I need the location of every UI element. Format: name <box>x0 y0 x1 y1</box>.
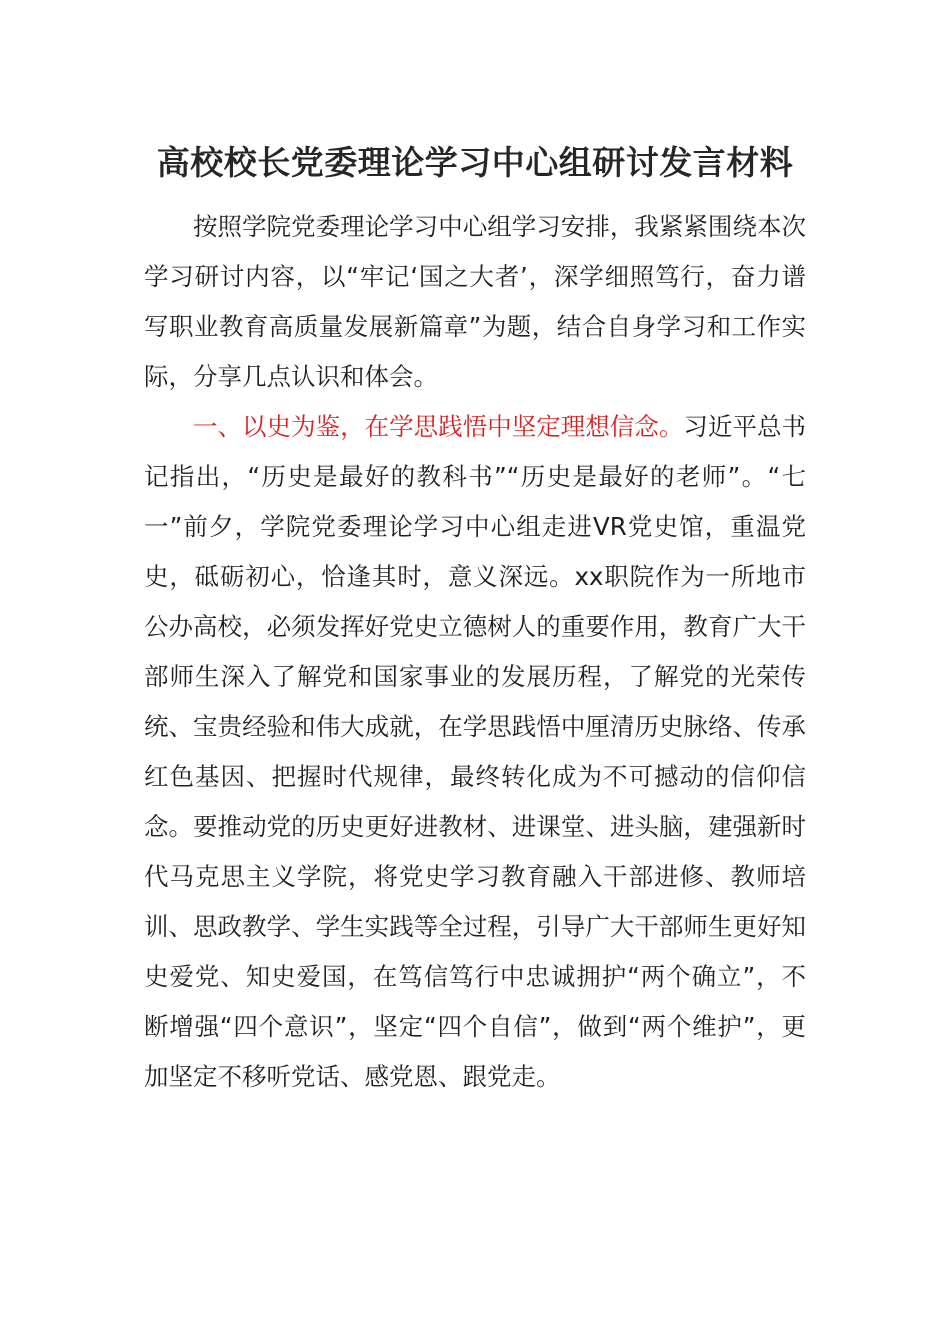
section-1-heading: 一、以史为鉴，在学思践悟中坚定理想信念。 <box>193 412 684 441</box>
section-1-paragraph <box>144 402 806 1102</box>
intro-paragraph: 按照学院党委理论学习中心组学习安排，我紧紧围绕本次学习研讨内容，以“牢记‘国之大者’，深学细照笃行，奋力谱写职业教育高质量发展新篇章”为题，结合自身学习和工作实际，分享几点认识和体会。 <box>144 212 806 391</box>
section-1-body: 习近平总书记指出，“历史是最好的教科书”“历史是最好的老师”。“七一”前夕，学院党委理论学习中心组走进VR党史馆，重温党史，砥砺初心，恰逢其时，意义深远。xx职院作为一所地市公办高校，必须发挥好党史立德树人的重要作用，教育广大干部师生深入了解党和国家事业的发展历程，了解党的光荣传统、宝贵经验和伟大成就，在学思践悟中厘清历史脉络、传承红色基因、把握时代规律，最终转化成为不可撼动的信仰信念。要推动党的历史更好进教材、进课堂、进头脑，建强新时代马克思主义学院，将党史学习教育融入干部进修、教师培训、思政教学、学生实践等全过程，引导广大干部师生更好知史爱党、知史爱国，在笃信笃行中忠诚拥护“两个确立”，不断增强“四个意识”，坚定“四个自信”，做到“两个维护”，更加坚定不移听党话、感党恩、跟党走。 <box>144 412 807 1091</box>
document-content <box>144 138 806 1102</box>
document-title: 高校校长党委理论学习中心组研讨发言材料 <box>156 143 794 182</box>
